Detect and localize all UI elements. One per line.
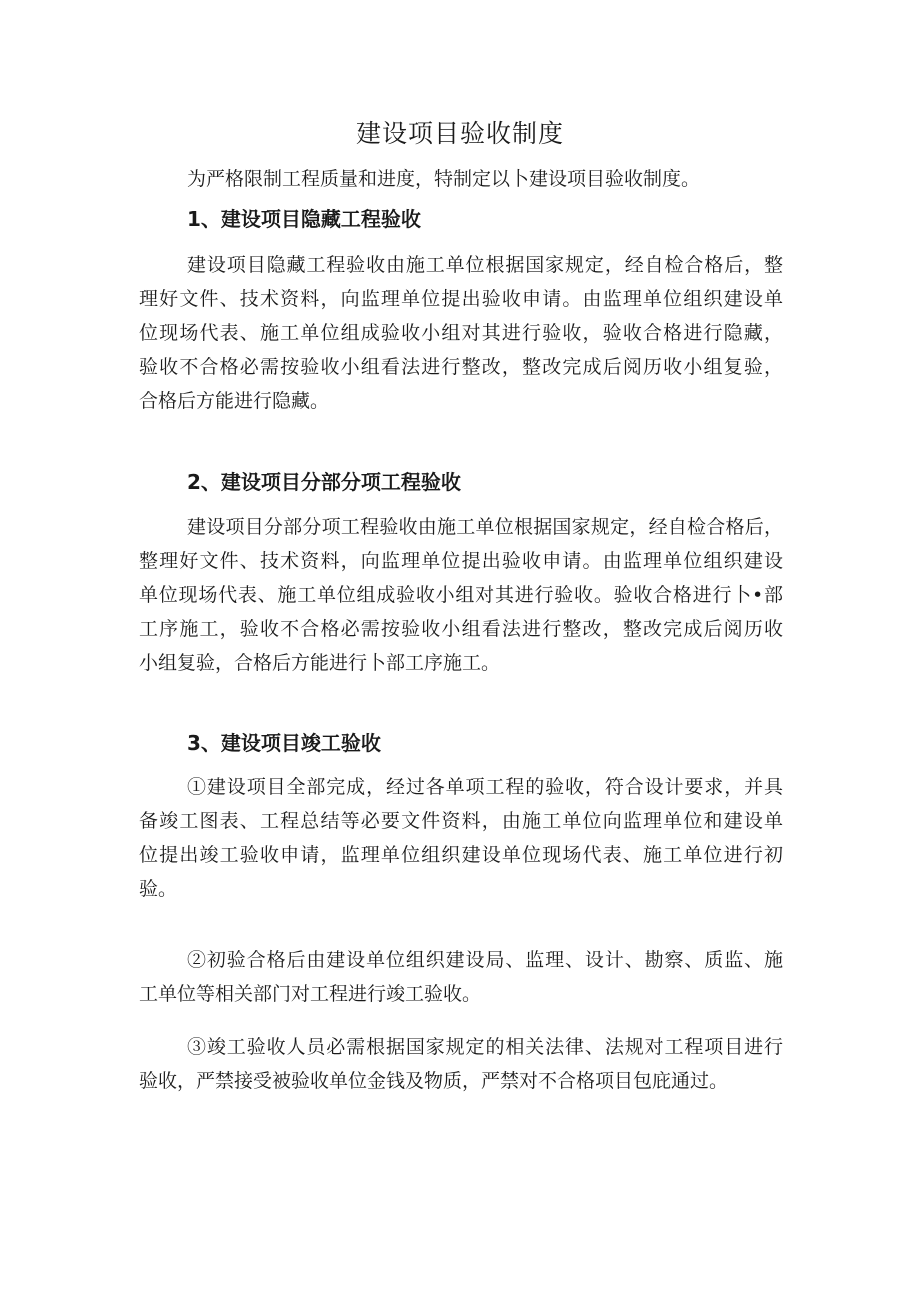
section-3-paragraph-1 — [139, 770, 783, 906]
paragraph-line: 验。 — [139, 878, 178, 900]
paragraph-line: 工序施工，验收不合格必需按验收小组看法进行整改，整改完成后阅历收 — [139, 618, 783, 640]
paragraph-line: 整理好文件、技术资料，向监理单位提出验收申请。由监理单位组织建设 — [139, 550, 783, 572]
paragraph-line: 理好文件、技术资料，向监理单位提出验收申请。由监理单位组织建设单 — [139, 288, 783, 310]
paragraph-line: ①建设项目全部完成，经过各单项工程的验收，符合设计要求，并具 — [187, 776, 783, 798]
section-heading-1: 1、建设项目隐藏工程验收 — [187, 207, 421, 231]
paragraph-line: 位现场代表、施工单位组成验收小组对其进行验收，验收合格进行隐藏， — [139, 322, 783, 344]
section-1-paragraph — [139, 248, 783, 418]
paragraph-line: 验收，严禁接受被验收单位金钱及物质，严禁对不合格项目包庇通过。 — [139, 1070, 729, 1092]
paragraph-line: 单位现场代表、施工单位组成验收小组对其进行验收。验收合格进行卜•部 — [139, 584, 783, 606]
paragraph-line: 位提出竣工验收申请，监理单位组织建设单位现场代表、施工单位进行初 — [139, 844, 783, 866]
paragraph-line: 工单位等相关部门对工程进行竣工验收。 — [139, 983, 482, 1005]
paragraph-line: 合格后方能进行隐藏。 — [139, 390, 330, 412]
section-2-paragraph — [139, 510, 783, 680]
section-3-paragraph-3 — [139, 1030, 783, 1098]
paragraph-line: ②初验合格后由建设单位组织建设局、监理、设计、勘察、质监、施 — [187, 949, 783, 971]
section-heading-2: 2、建设项目分部分项工程验收 — [187, 470, 461, 494]
paragraph-line: 建设项目隐藏工程验收由施工单位根据国家规定，经自检合格后，整 — [187, 254, 783, 276]
paragraph-line: 小组复验，合格后方能进行卜部工序施工。 — [139, 652, 501, 674]
paragraph-line: 建设项目分部分项工程验收由施工单位根据国家规定，经自检合格后， — [187, 516, 783, 538]
document-title: 建设项目验收制度 — [355, 119, 564, 148]
intro-paragraph: 为严格限制工程质量和进度，特制定以卜建设项目验收制度。 — [187, 168, 701, 190]
paragraph-line: 验收不合格必需按验收小组看法进行整改，整改完成后阅历收小组复验， — [139, 356, 783, 378]
paragraph-line: 备竣工图表、工程总结等必要文件资料，由施工单位向监理单位和建设单 — [139, 810, 783, 832]
paragraph-line: ③竣工验收人员必需根据国家规定的相关法律、法规对工程项目进行 — [187, 1036, 783, 1058]
section-heading-3: 3、建设项目竣工验收 — [187, 731, 381, 755]
section-3-paragraph-2 — [139, 943, 783, 1011]
